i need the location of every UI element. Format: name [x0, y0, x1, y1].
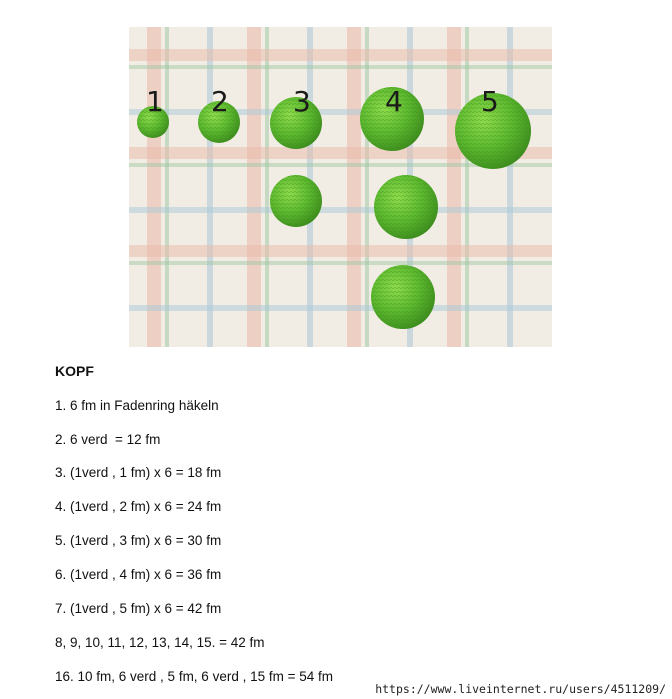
crochet-balls-photo [129, 27, 552, 347]
section-heading: KOPF [55, 363, 94, 379]
source-url-watermark: https://www.liveinternet.ru/users/4511209/ [375, 682, 666, 696]
ball-label-4: 4 [385, 85, 403, 118]
instruction-step: 8, 9, 10, 11, 12, 13, 14, 15. = 42 fm [55, 635, 265, 650]
instruction-step: 2. 6 verd = 12 fm [55, 432, 161, 447]
instruction-step: 6. (1verd , 4 fm) x 6 = 36 fm [55, 567, 222, 582]
crochet-ball-4-bottom [371, 265, 435, 329]
instruction-step: 16. 10 fm, 6 verd , 5 fm, 6 verd , 15 fm = 54 fm [55, 669, 333, 684]
instruction-step: 4. (1verd , 2 fm) x 6 = 24 fm [55, 499, 222, 514]
ball-label-2: 2 [211, 85, 229, 118]
instruction-step: 3. (1verd , 1 fm) x 6 = 18 fm [55, 465, 222, 480]
crochet-ball-4-middle [374, 175, 438, 239]
instruction-step: 5. (1verd , 3 fm) x 6 = 30 fm [55, 533, 222, 548]
ball-label-3: 3 [293, 85, 311, 118]
ball-label-1: 1 [146, 85, 164, 118]
ball-label-5: 5 [481, 85, 499, 118]
instruction-step: 1. 6 fm in Fadenring häkeln [55, 398, 219, 413]
instruction-step: 7. (1verd , 5 fm) x 6 = 42 fm [55, 601, 222, 616]
crochet-ball-3-bottom [270, 175, 322, 227]
